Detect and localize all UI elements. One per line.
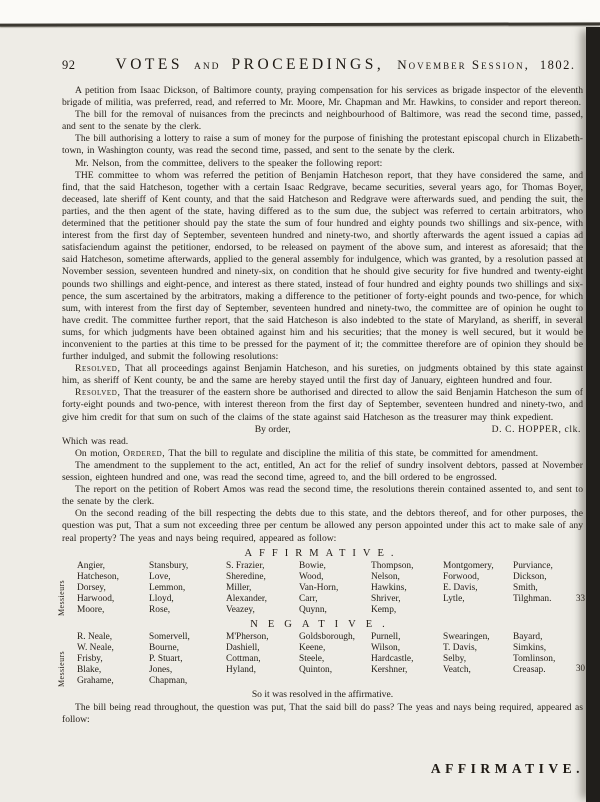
voter-name: Carr, (299, 593, 318, 604)
messieurs-label: Messieurs (57, 650, 66, 687)
document-title (116, 56, 576, 74)
paragraph-nelson-report: Mr. Nelson, from the committee, delivers to the speaker the following report: (75, 157, 383, 169)
voter-name: Keene, (299, 642, 326, 653)
voter-name: Wilson, (371, 642, 401, 653)
scan-binding-edge (586, 27, 600, 802)
resolved-smallcaps: Resolved, (75, 387, 121, 399)
affirmative-heading: AFFIRMATIVE. (244, 547, 401, 559)
affirmative-column-2 (149, 561, 226, 616)
body-text (57, 85, 585, 726)
affirmative-column-3 (226, 561, 299, 616)
title-votes: VOTES (115, 56, 183, 73)
voter-name: R. Neale, (77, 631, 113, 642)
voter-name: S. Frazier, (226, 560, 265, 571)
resolution-2-text: That the treasurer of the eastern shore be authorised and directed to allow the said Benjamin Hatcheson the sum of forty-eight pounds and two-pence, with interest thereon from the first day of September, seventeen hundred and ninety-two, and give him credit for that sum on such of the claims of the state against said Hatcheson as the treasurer may think expedient. (62, 387, 583, 423)
voter-name: Moore, (77, 604, 105, 615)
paragraph-second-reading-debts: On the second reading of the bill respecting the debts due to this state, and the debtors thereof, and for other purposes, the question was put, That a sum not exceeding three per centum be allowed any person appointed under this act to make sale of any real property? The yeas and nays being required, appeared as follow: (62, 508, 583, 544)
paragraph-ordered-militia (62, 448, 583, 460)
voter-name: T. Davis, (443, 642, 477, 653)
resolution-1-text: That all proceedings against Benjamin Hatcheson, and his sureties, on judgments obtained by this state against him, as sheriff of Kent county, be and the same are hereby stayed until the first day of January, eighteen hundred and four. (62, 363, 583, 387)
voter-name: Kershner, (371, 664, 408, 675)
affirmative-column-7 (513, 561, 583, 616)
voter-name: Hawkins, (371, 582, 407, 593)
voter-name: Blake, (77, 664, 102, 675)
messieurs-label: Messieurs (57, 579, 66, 616)
voter-name: Love, (149, 571, 171, 582)
paragraph-lottery-bill: The bill authorising a lottery to raise a sum of money for the purpose of finishing the protestant episcopal church in Elizabeth-town, in Washington county, was read the second time, passed, and sent to the senate by the clerk. (62, 133, 583, 157)
voter-name: E. Davis, (443, 582, 478, 593)
paragraph-petition-dickson: A petition from Isaac Dickson, of Baltimore county, praying compensation for his services as brigade inspector of the eleventh brigade of militia, was preferred, read, and referred to Mr. Moore, Mr. Chapman and Mr. Hawkins, to consider and report thereon. (62, 85, 583, 109)
ordered-smallcaps: Ordered, (123, 447, 166, 459)
on-motion-text: On motion, (75, 447, 124, 459)
voter-name: Hyland, (226, 664, 256, 675)
voter-name: Thompson, (371, 560, 414, 571)
affirmative-count: 33 (576, 592, 585, 603)
voter-name: Tomlinson, (513, 653, 556, 664)
voter-name: Dashiell, (226, 642, 260, 653)
resolved-smallcaps: Resolved, (75, 363, 121, 375)
paragraph-resolution-2 (62, 387, 583, 423)
voter-name: Frisby, (77, 653, 103, 664)
negative-heading: NEGATIVE. (250, 618, 395, 630)
voter-name: Bourne, (149, 642, 179, 653)
voter-name: Simkins, (513, 642, 547, 653)
voter-name: Lloyd, (149, 593, 174, 604)
voter-name: Miller, (226, 582, 252, 593)
negative-column-1 (77, 632, 149, 687)
voter-name: Purviance, (513, 560, 553, 571)
voter-name: Goldsborough, (299, 631, 355, 642)
voter-name: Cottman, (226, 653, 261, 664)
clerk-signature: D. C. HOPPER, clk. (491, 423, 581, 435)
voter-name: Veazey, (226, 604, 255, 615)
voter-name: Angier, (77, 560, 106, 571)
negative-count: 30 (576, 662, 585, 673)
negative-column-3 (226, 632, 299, 687)
page-number: 92 (62, 58, 76, 72)
voter-name: Jones, (149, 664, 173, 675)
negative-column-5 (371, 632, 443, 687)
ordered-text: That the bill to regulate and discipline the militia of this state, be committed for amendment. (165, 447, 539, 459)
voter-name: Kemp, (371, 604, 397, 615)
negative-column-2 (149, 632, 226, 687)
voter-name: Swearingen, (443, 631, 490, 642)
voter-name: P. Stuart, (149, 653, 183, 664)
voter-name: W. Neale, (77, 642, 114, 653)
negative-list (57, 631, 585, 687)
voter-name: Hardcastle, (371, 653, 414, 664)
voter-name: Steele, (299, 653, 325, 664)
negative-column-6 (443, 632, 513, 687)
bottom-affirmative-heading: AFFIRMATIVE. (430, 761, 584, 776)
voter-name: Chapman, (149, 675, 188, 686)
negative-column-7 (513, 632, 583, 687)
affirmative-column-5 (371, 561, 443, 616)
paragraph-amendment-insolvent-debtors: The amendment to the supplement to the act, entitled, An act for the relief of sundry insolvent debtors, passed at November session, eighteen hundred and one, was read the second time, agreed to, and the bill ordered to be engrossed. (62, 460, 583, 484)
paragraph-bill-do-pass: The bill being read throughout, the question was put, That the said bill do pass? The yeas and nays being required, appeared as follow: (62, 701, 583, 725)
voter-name: Montgomery, (443, 560, 494, 571)
voter-name: Sheredine, (226, 571, 266, 582)
voter-name: Wood, (299, 571, 324, 582)
paragraph-committee-report: THE committee to whom was referred the petition of Benjamin Hatcheson report, that they have considered the same, and find, that the said Hatcheson, together with a certain Isaac Redgrave, became securities, several years ago, for Thomas Boyer, deceased, late sheriff of Kent county, and that the said Hatcheson and Redgrave were afterwards sued, and pending the suit, the parties, and the then agent of the state, having differed as to the sum due, the subject was referred to certain arbitrators, who determined that the petitioner should pay the state the sum of four hundred and eighty pounds two shillings and six-pence, with interest from the first day of September, seventeen hundred and ninety-two, and shortly afterwards the agent issued a capias ad satisfaciendum against the petitioner, endorsed, to be released on payment of the above sum, and interest as aforesaid; that the said Hatcheson, sometime afterwards, applied to the general assembly for indulgence, which was granted, by a resolution passed at November session, seventeen hundred and ninety-six, on condition that he should give security for five hundred and twenty-eight pounds two shillings and eight-pence, and interest as there stated, instead of four hundred and eighty pounds two shillings and six-pence, the sum ascertained by the arbitrators, making a difference to the petitioner of forty-eight pounds and two-pence, for which sum, with interest from the first day of September, seventeen hundred and ninety-two, the committee are of opinion he ought to have credit. The committee further report, that the said Hatcheson is also indebted to the state of Maryland, as sheriff, in several sums, for which judgments have been obtained against him and his securities; that the money is well secured, but it would be inconvenient to the parties at this time to be pressed for the payment of it; the committee therefore are of opinion they should be further indulged, and submit the following resolutions: (62, 169, 583, 363)
voter-name: Veatch, (443, 664, 471, 675)
title-and: AND (193, 62, 221, 72)
voter-name: Stansbury, (149, 560, 189, 571)
title-session: November Session, (397, 57, 530, 72)
negative-column-4 (299, 632, 371, 687)
voter-name: Quynn, (299, 604, 327, 615)
affirmative-list (57, 560, 585, 616)
page-header (62, 56, 583, 74)
affirmative-column-6 (443, 561, 513, 616)
voter-name: Selby, (443, 653, 467, 664)
voter-name: Hatcheson, (77, 571, 119, 582)
voter-name: Alexander, (226, 593, 268, 604)
page-content (57, 56, 585, 726)
voter-name: Smith, (513, 582, 538, 593)
voter-name: Bayard, (513, 631, 543, 642)
by-order-label: By order, (254, 423, 291, 435)
voter-name: Nelson, (371, 571, 400, 582)
affirmative-column-1 (77, 561, 149, 616)
voter-name: Grahame, (77, 675, 114, 686)
voter-name: M'Pherson, (226, 631, 269, 642)
voter-name: Dickson, (513, 571, 547, 582)
voter-name: Lemmon, (149, 582, 186, 593)
signature-row (62, 424, 583, 436)
title-year: 1802. (539, 58, 576, 72)
voter-name: Bowie, (299, 560, 326, 571)
voter-name: Forwood, (443, 571, 480, 582)
vote-result-line: So it was resolved in the affirmative. (251, 688, 394, 700)
voter-name: Rose, (149, 604, 171, 615)
affirmative-column-4 (299, 561, 371, 616)
paragraph-which-was-read: Which was read. (62, 435, 129, 447)
voter-name: Dorsey, (77, 582, 106, 593)
paragraph-nuisances-bill: The bill for the removal of nuisances from the precincts and neighbourhood of Baltimore, was read the second time, passed, and sent to the senate by the clerk. (62, 109, 583, 133)
title-proceedings: PROCEEDINGS, (231, 56, 385, 73)
paragraph-resolution-1 (62, 363, 583, 387)
voter-name: Somervell, (149, 631, 190, 642)
voter-name: Lytle, (443, 593, 465, 604)
voter-name: Van-Horn, (299, 582, 339, 593)
voter-name: Tilghman. (513, 593, 552, 604)
voter-name: Harwood, (77, 593, 115, 604)
voter-name: Shriver, (371, 593, 401, 604)
voter-name: Quinton, (299, 664, 333, 675)
voter-name: Purnell, (371, 631, 401, 642)
paragraph-robert-amos: The report on the petition of Robert Amos was read the second time, the resolutions therein contained assented to, and sent to the senate by the clerk. (62, 484, 583, 508)
voter-name: Creasap. (513, 664, 546, 675)
